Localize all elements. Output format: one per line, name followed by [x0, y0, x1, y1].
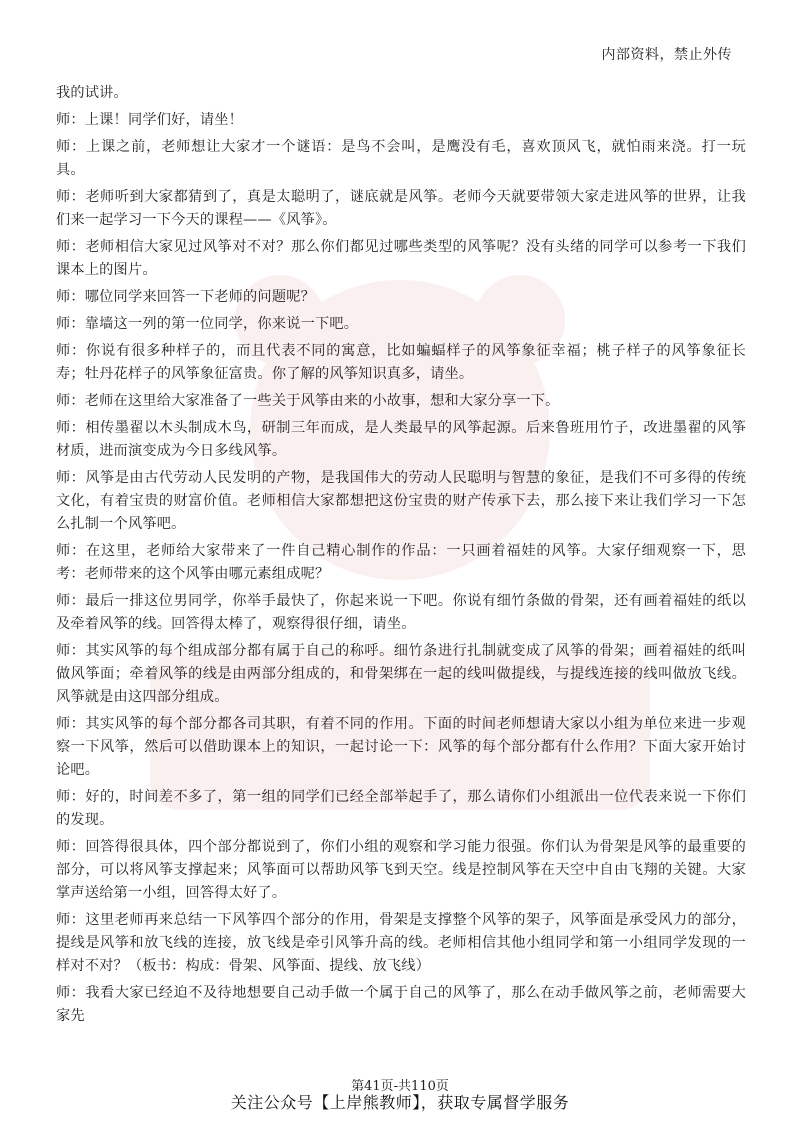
- paragraph: 师：上课！同学们好，请坐！: [56, 112, 244, 128]
- paragraph: 师：哪位同学来回答一下老师的问题呢？: [56, 289, 315, 305]
- paragraph: 师：老师听到大家都猜到了，真是太聪明了，谜底就是风筝。老师今天就要带领大家走进风筝的世界，让我们来一起学习一下今天的课程——《风筝》。: [56, 189, 746, 228]
- paragraph: 师：在这里，老师给大家带来了一件自己精心制作的作品：一只画着福娃的风筝。大家仔细观察一下，思考：老师带来的这个风筝由哪元素组成呢？: [56, 543, 746, 582]
- footer-promo: 关注公众号【上岸熊教师】，获取专属督学服务: [230, 1093, 570, 1112]
- paragraph: 师：老师在这里给大家准备了一些关于风筝由来的小故事，想和大家分享一下。: [56, 393, 560, 409]
- paragraph: 师：靠墙这一列的第一位同学，你来说一下吧。: [56, 316, 359, 332]
- paragraph: 师：你说有很多种样子的，而且代表不同的寓意，比如蝙蝠样子的风筝象征幸福；桃子样子的风筝象征长寿；牡丹花样子的风筝象征富贵。你了解的风筝知识真多，请坐。: [56, 343, 746, 382]
- paragraph: 师：最后一排这位男同学，你举手最快了，你起来说一下吧。你说有细竹条做的骨架，还有画着福娃的纸以及牵着风筝的线。回答得太棒了，观察得很仔细，请坐。: [56, 593, 746, 632]
- paragraph: 师：我看大家已经迫不及待地想要自己动手做一个属于自己的风筝了，那么在动手做风筝之前，老师需要大家先: [56, 985, 746, 1024]
- paragraph: 师：其实风筝的每个部分都各司其职，有着不同的作用。下面的时间老师想请大家以小组为单位来进一步观察一下风筝，然后可以借助课本上的知识，一起讨论一下：风筝的每个部分都有什么作用？下面大家开始讨论吧。: [56, 716, 746, 778]
- paragraph: 师：上课之前，老师想让大家才一个谜语：是鸟不会叫，是鹰没有毛，喜欢顶风飞，就怕雨来浇。打一玩具。: [56, 139, 746, 178]
- header-note: 内部资料，禁止外传: [601, 47, 732, 63]
- page-number: 第41页-共110页: [351, 1079, 449, 1094]
- paragraph: 师：这里老师再来总结一下风筝四个部分的作用，骨架是支撑整个风筝的架子，风筝面是承受风力的部分，提线是风筝和放飞线的连接，放飞线是牵引风筝升高的线。老师相信其他小组同学和第一小组同学发现的一样对不对？（板书：构成：骨架、风筝面、提线、放飞线）: [56, 912, 746, 974]
- paragraph: 师：相传墨翟以木头制成木鸟，研制三年而成，是人类最早的风筝起源。后来鲁班用竹子，改进墨翟的风筝材质，进而演变成为今日多线风筝。: [56, 420, 746, 459]
- paragraph: 师：其实风筝的每个组成部分都有属于自己的称呼。细竹条进行扎制就变成了风筝的骨架；画着福娃的纸叫做风筝面；牵着风筝的线是由两部分组成的，和骨架绑在一起的线叫做提线，与提线连接的线叫做放飞线。风筝就是由这四部分组成。: [56, 643, 746, 705]
- lecture-script: [56, 82, 746, 1032]
- paragraph: 师：好的，时间差不多了，第一组的同学们已经全部举起手了，那么请你们小组派出一位代表来说一下你们的发现。: [56, 789, 746, 828]
- paragraph: 师：风筝是由古代劳动人民发明的产物，是我国伟大的劳动人民聪明与智慧的象征，是我们不可多得的传统文化，有着宝贵的财富价值。老师相信大家都想把这份宝贵的财产传承下去，那么接下来让我们学习一下怎么扎制一个风筝吧。: [56, 470, 746, 532]
- paragraph: 我的试讲。: [56, 85, 128, 101]
- paragraph: 师：老师相信大家见过风筝对不对？那么你们都见过哪些类型的风筝呢？没有头绪的同学可以参考一下我们课本上的图片。: [56, 239, 746, 278]
- paragraph: 师：回答得很具体，四个部分都说到了，你们小组的观察和学习能力很强。你们认为骨架是风筝的最重要的部分，可以将风筝支撑起来；风筝面可以帮助风筝飞到天空。线是控制风筝在天空中自由飞翔的关键。大家掌声送给第一小组，回答得太好了。: [56, 839, 746, 901]
